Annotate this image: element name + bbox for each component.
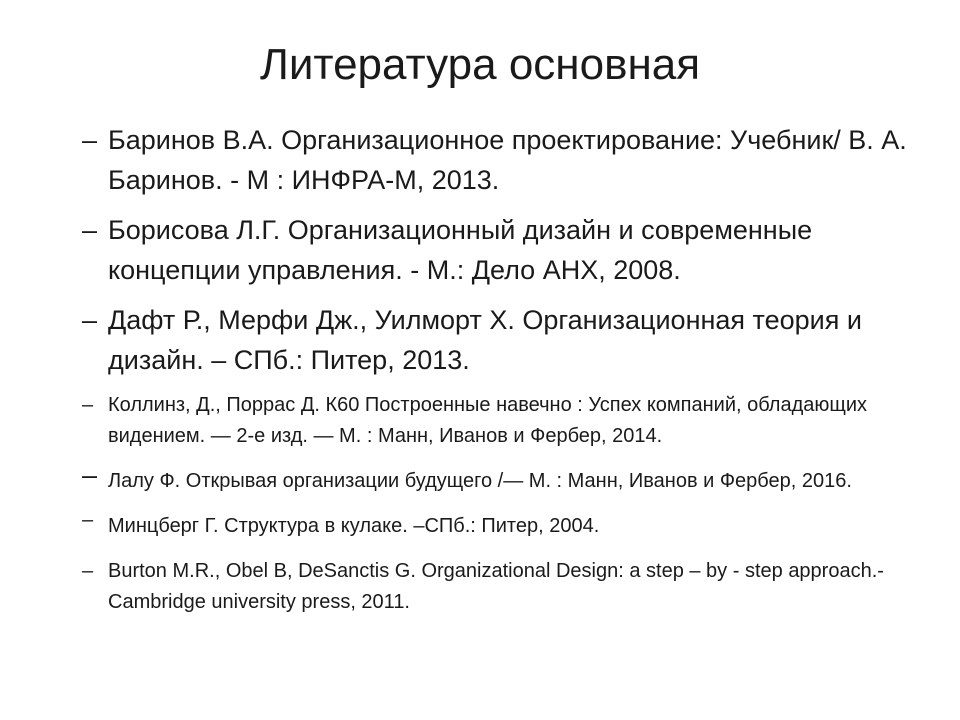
bullet-dash: – bbox=[82, 305, 98, 335]
bullet-dash: – bbox=[82, 509, 94, 531]
list-item-text: Коллинз, Д., Поррас Д. К60 Построенные навечно : Успех компаний, обладающих видением. — 2-е изд. — М. : Манн, Иванов и Фербер, 2014. bbox=[108, 394, 868, 447]
list-item-text: Burton M.R., Obel B, DeSanctis G. Organizational Design: a step – by - step approach.- Cambridge university press, 2011. bbox=[108, 560, 884, 613]
bullet-dash: – bbox=[82, 394, 94, 416]
list-item-text: Борисова Л.Г. Организационный дизайн и современные концепции управления. - М.: Дело АНХ, 2008. bbox=[108, 215, 813, 285]
bullet-dash: – bbox=[82, 125, 98, 155]
bullet-dash: – bbox=[82, 560, 94, 582]
list-item-text: Дафт Р., Мерфи Дж., Уилморт Х. Организационная теория и дизайн. – СПб.: Питер, 2013. bbox=[108, 305, 862, 375]
bibliography-list bbox=[80, 120, 940, 629]
list-item-text: Лалу Ф. Открывая организации будущего /— М. : Манн, Иванов и Фербер, 2016. bbox=[108, 470, 852, 492]
slide-title: Литература основная bbox=[259, 40, 701, 89]
list-item bbox=[80, 390, 940, 452]
list-item bbox=[80, 120, 940, 200]
list-item bbox=[80, 511, 940, 542]
list-item bbox=[80, 460, 940, 497]
list-item bbox=[80, 300, 940, 380]
list-item bbox=[80, 556, 940, 618]
bullet-dash: – bbox=[82, 460, 98, 490]
list-item bbox=[80, 210, 940, 290]
bullet-dash: – bbox=[82, 215, 98, 245]
list-item-text: Минцберг Г. Структура в кулаке. –СПб.: Питер, 2004. bbox=[108, 515, 600, 537]
list-item-text: Баринов В.А. Организационное проектирование: Учебник/ В. А. Баринов. - М : ИНФРА-М, 2013. bbox=[108, 125, 907, 195]
